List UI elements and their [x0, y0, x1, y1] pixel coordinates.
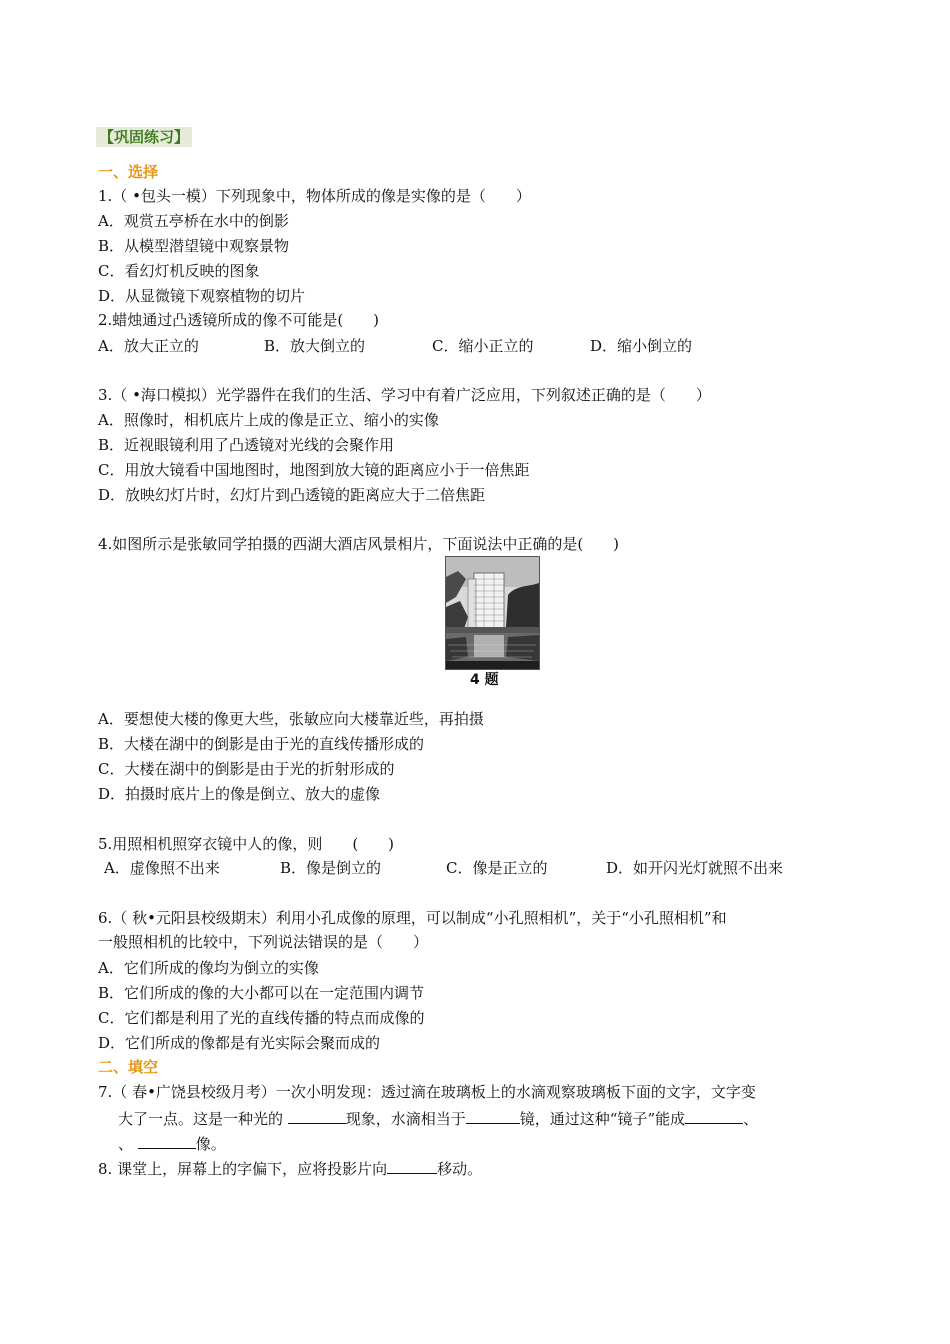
q2-stem: 2.蜡烛通过凸透镜所成的像不可能是( )	[98, 311, 380, 329]
q2-option-a: A．放大正立的	[98, 337, 199, 355]
q3-option-b: B．近视眼镜利用了凸透镜对光线的会聚作用	[98, 436, 395, 454]
q1-option-b: B．从模型潜望镜中观察景物	[98, 237, 290, 255]
q7-text-d: 、	[743, 1110, 759, 1128]
q1-option-d: D．从显微镜下观察植物的切片	[98, 287, 306, 305]
q3-option-d: D．放映幻灯片时，幻灯片到凸透镜的距离应大于二倍焦距	[98, 486, 486, 504]
q4-option-c: C．大楼在湖中的倒影是由于光的折射形成的	[98, 760, 395, 778]
q2-option-d: D．缩小倒立的	[590, 337, 693, 355]
q5-options	[104, 858, 783, 878]
q3-option-a: A．照像时，相机底片上成的像是正立、缩小的实像	[98, 411, 439, 429]
q1-option-c: C．看幻灯机反映的图象	[98, 262, 260, 280]
q7-text-e: 、	[118, 1135, 138, 1153]
q7-blank-2	[466, 1107, 520, 1124]
q7-text-c: 镜，通过这种“镜子”能成	[519, 1110, 686, 1128]
q7-line3	[118, 1132, 226, 1154]
q8-line	[98, 1157, 482, 1179]
q7-blank-3	[685, 1107, 743, 1124]
q4-option-a: A．要想使大楼的像更大些，张敏应向大楼靠近些，再拍摄	[98, 710, 484, 728]
q2-option-b: B．放大倒立的	[264, 337, 366, 355]
q3-option-c: C．用放大镜看中国地图时，地图到放大镜的距离应小于一倍焦距	[98, 461, 530, 479]
q7-blank-4	[138, 1132, 196, 1149]
q3-stem: 3.（ •海口模拟）光学器件在我们的生活、学习中有着广泛应用，下列叙述正确的是（ ）	[98, 386, 711, 404]
hotel-photo	[445, 556, 540, 670]
q4-stem: 4.如图所示是张敏同学拍摄的西湖大酒店风景相片，下面说法中正确的是( )	[98, 535, 620, 553]
q2-option-c: C．缩小正立的	[432, 337, 534, 355]
q6-stem-line2: 一般照相机的比较中，下列说法错误的是（ ）	[98, 933, 429, 951]
q7-line1: 7.（ 春•广饶县校级月考）一次小明发现：透过滴在玻璃板上的水滴观察玻璃板下面的文字，文字变	[98, 1083, 756, 1101]
q2-options	[98, 336, 692, 356]
section-choice-title: 一、选择	[98, 163, 159, 181]
q5-option-c: C．像是正立的	[446, 859, 548, 877]
q8-blank	[387, 1157, 437, 1174]
q1-stem: 1.（ •包头一模）下列现象中，物体所成的像是实像的是（ ）	[98, 187, 531, 205]
section-fill-title: 二、填空	[98, 1058, 159, 1076]
q8-text-b: 移动。	[437, 1160, 483, 1178]
q7-text-f: 像。	[195, 1135, 226, 1153]
q5-option-d: D．如开闪光灯就照不出来	[606, 859, 784, 877]
q7-line2	[118, 1107, 758, 1129]
q6-option-b: B．它们所成的像的大小都可以在一定范围内调节	[98, 984, 425, 1002]
q6-option-d: D．它们所成的像都是有光实际会聚而成的	[98, 1034, 381, 1052]
q4-option-d: D．拍摄时底片上的像是倒立、放大的虚像	[98, 785, 381, 803]
q4-figure-caption: 4 题	[470, 672, 499, 688]
q6-option-a: A．它们所成的像均为倒立的实像	[98, 959, 319, 977]
q5-option-a: A．虚像照不出来	[104, 859, 220, 877]
q4-option-b: B．大楼在湖中的倒影是由于光的直线传播形成的	[98, 735, 425, 753]
q7-blank-1	[288, 1107, 346, 1124]
q5-option-b: B．像是倒立的	[280, 859, 382, 877]
section-practice-title: 【巩固练习】	[96, 127, 192, 147]
q7-text-a: 大了一点。这是一种光的	[118, 1110, 288, 1128]
q7-text-b: 现象，水滴相当于	[345, 1110, 466, 1128]
q8-text-a: 8. 课堂上，屏幕上的字偏下，应将投影片向	[98, 1160, 388, 1178]
hotel-photo-image	[446, 557, 539, 669]
q1-option-a: A．观赏五亭桥在水中的倒影	[98, 212, 289, 230]
q6-option-c: C．它们都是利用了光的直线传播的特点而成像的	[98, 1009, 425, 1027]
q5-stem: 5.用照相机照穿衣镜中人的像，则 ( )	[98, 835, 395, 853]
q6-stem-line1: 6.（ 秋•元阳县校级期末）利用小孔成像的原理，可以制成“小孔照相机”，关于“小孔照相机”和	[98, 909, 727, 927]
